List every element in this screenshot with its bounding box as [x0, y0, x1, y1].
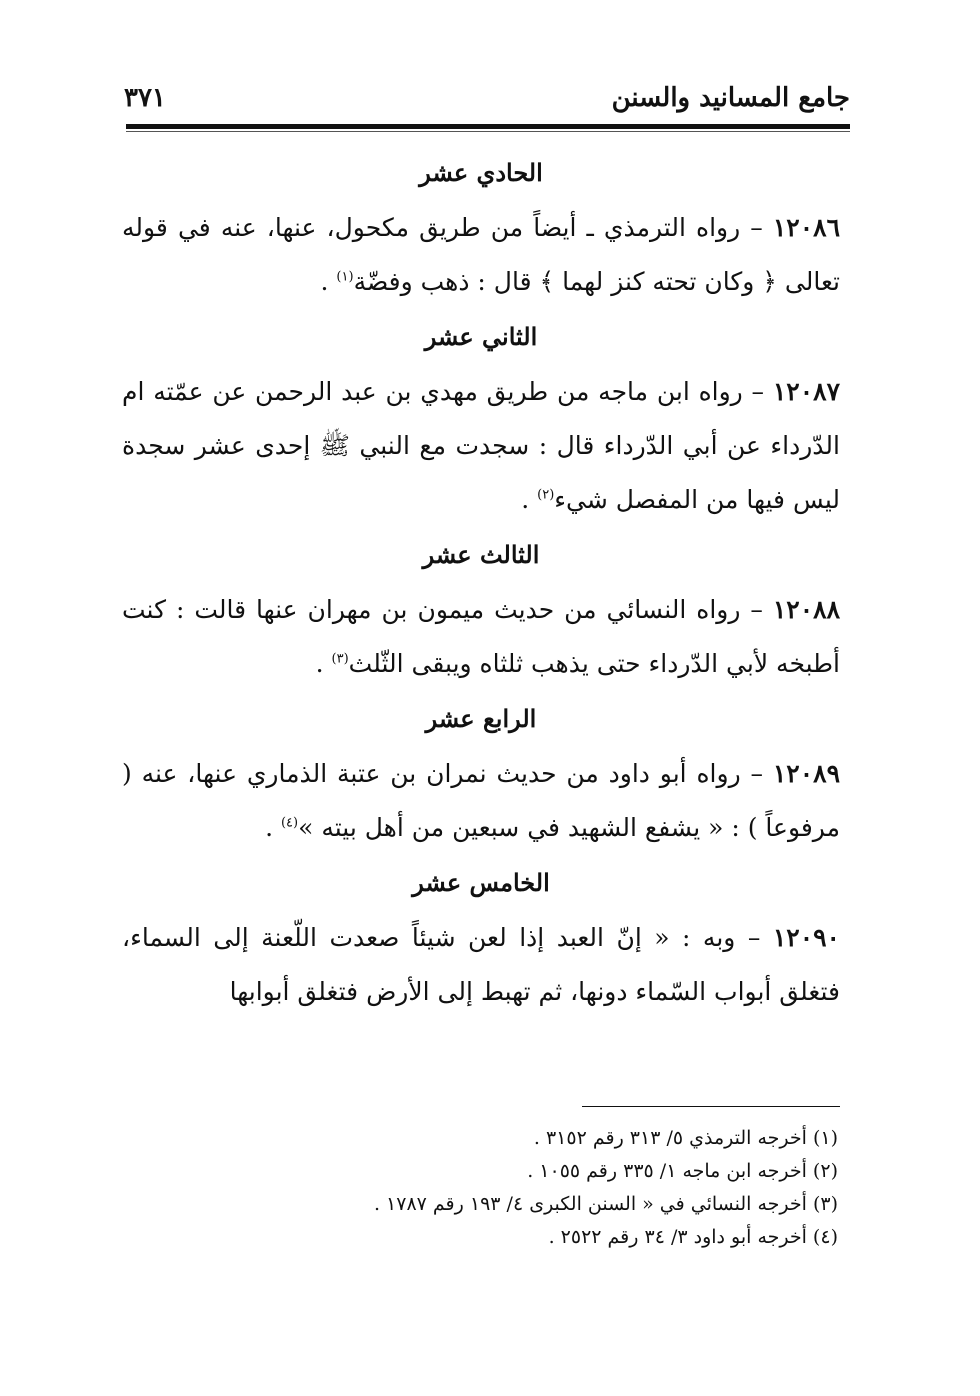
entry-text: رواه ابن ماجه من طريق مهدي بن عبد الرحمن عن عمّته ام الدّرداء عن أبي الدّرداء قال : سجدت مع النبي ﷺ إحدى عشر سجدة ليس فيها من المفصل شيء: [122, 377, 840, 514]
header-rule-thin: [126, 131, 850, 132]
running-title: جامع المسانيد والسنن: [611, 83, 850, 113]
hadith-entry: ١٢٠٨٨ – رواه النسائي من حديث ميمون بن مهران عنها قالت : كنت أطبخه لأبي الدّرداء حتى يذهب ثلثاه ويبقى الثّلث$^{(٣)}$ .: [122, 595, 840, 678]
hadith-entry: ١٢٠٩٠ – وبه : « إنّ العبد إذا لعن شيئاً صعدت اللّعنة إلى السماء، فتغلق أبواب السّماء دونها، ثم تهبط إلى الأرض فتغلق أبوابها: [122, 923, 840, 1006]
footnote: (٣) أخرجه النسائي في « السنن الكبرى ٤/ ١٩٣ رقم ١٧٨٧ .: [373, 1193, 838, 1215]
entry-text: رواه النسائي من حديث ميمون بن مهران عنها قالت : كنت أطبخه لأبي الدّرداء حتى يذهب ثلثاه ويبقى الثّلث: [122, 595, 840, 678]
entry-text: رواه أبو داود من حديث نمران بن عتبة الذماري عنها، عنه ( مرفوعاً ) : « يشفع الشهيد في سبعين من أهل بيته »: [122, 759, 840, 842]
entry-end: .: [265, 813, 274, 842]
section-title: الثالث عشر: [422, 540, 540, 569]
hadith-entry: ١٢٠٨٦ – رواه الترمذي ـ أيضاً من طريق مكحول، عنها، عنه في قوله تعالى ﴿ وكان تحته كنز لهما ﴾ قال : ذهب وفضّة$^{(١)}$ .: [122, 213, 840, 296]
footnote: (٢) أخرجه ابن ماجه ١/ ٣٣٥ رقم ١٠٥٥ .: [527, 1160, 838, 1182]
entry-number: ١٢٠٨٧: [772, 377, 840, 406]
footnotes: [300, 1122, 838, 1254]
section-title: الخامس عشر: [412, 868, 550, 897]
page-body: [122, 145, 840, 1019]
entry-text: رواه الترمذي ـ أيضاً من طريق مكحول، عنها، عنه في قوله تعالى ﴿ وكان تحته كنز لهما ﴾ قال : ذهب وفضّة: [122, 213, 840, 296]
footnote-separator: [582, 1106, 840, 1107]
section-title: الرابع عشر: [425, 704, 537, 733]
header-rule: [126, 124, 850, 129]
entry-end: .: [315, 649, 324, 678]
page-number: ٣٧١: [124, 83, 166, 113]
section-title: الحادي عشر: [419, 158, 543, 187]
footnote-ref: (١): [336, 269, 354, 285]
hadith-entry: ١٢٠٨٩ – رواه أبو داود من حديث نمران بن عتبة الذماري عنها، عنه ( مرفوعاً ) : « يشفع الشهيد في سبعين من أهل بيته »$^{(٤)}$ .: [122, 759, 840, 842]
entry-text: وبه : « إنّ العبد إذا لعن شيئاً صعدت اللّعنة إلى السماء، فتغلق أبواب السّماء دونها، ثم تهبط إلى الأرض فتغلق أبوابها: [122, 923, 840, 1006]
footnote-ref: (٢): [537, 487, 555, 503]
footnote-ref: (٤): [280, 815, 299, 831]
footnote: (٤) أخرجه أبو داود ٣/ ٣٤ رقم ٢٥٢٢ .: [548, 1226, 838, 1248]
footnote-ref: (٣): [331, 651, 349, 667]
entry-number: ١٢٠٩٠: [772, 923, 840, 952]
footnote: (١) أخرجه الترمذي ٥/ ٣١٣ رقم ٣١٥٢ .: [533, 1127, 838, 1149]
entry-number: ١٢٠٨٦: [772, 213, 840, 242]
entry-number: ١٢٠٨٩: [772, 759, 840, 788]
hadith-entry: ١٢٠٨٧ – رواه ابن ماجه من طريق مهدي بن عبد الرحمن عن عمّته ام الدّرداء عن أبي الدّرداء قال : سجدت مع النبي ﷺ إحدى عشر سجدة ليس فيها من المفصل شيء$^{(٢)}$ .: [122, 377, 840, 514]
entry-end: .: [320, 267, 329, 296]
entry-number: ١٢٠٨٨: [772, 595, 840, 624]
entry-end: .: [521, 485, 530, 514]
section-title: الثاني عشر: [424, 322, 538, 351]
page-header: [124, 74, 850, 122]
